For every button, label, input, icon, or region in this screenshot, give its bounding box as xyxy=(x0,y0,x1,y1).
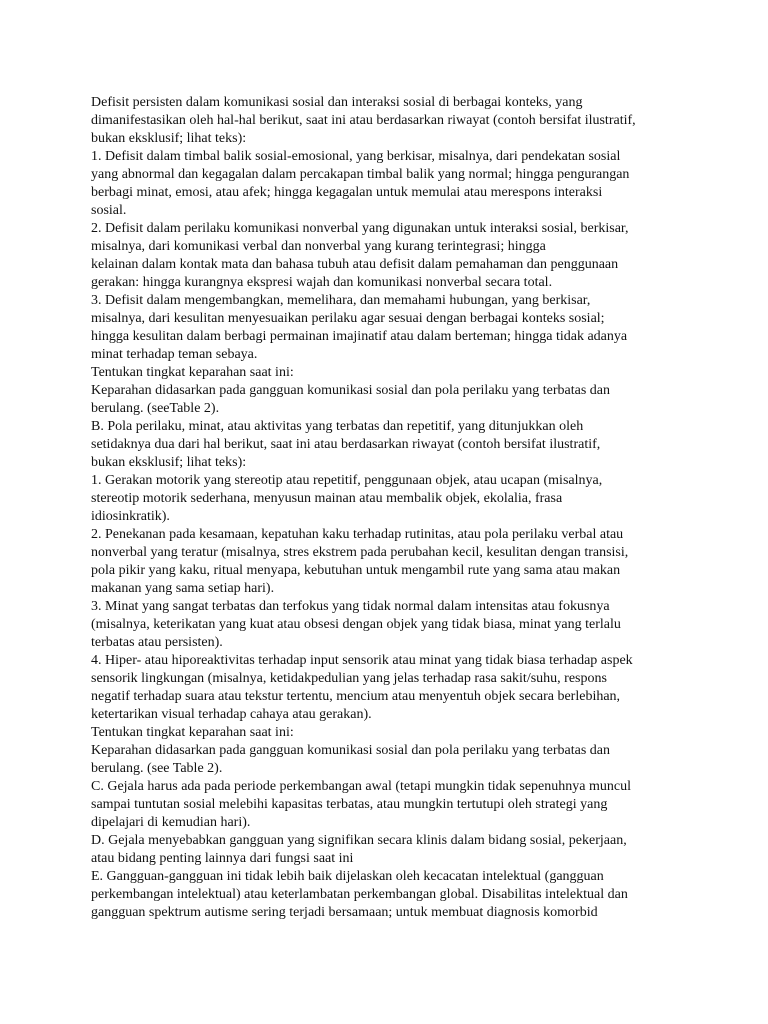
document-line: misalnya, dari kesulitan menyesuaikan perilaku agar sesuai dengan berbagai konteks sosial; xyxy=(91,311,605,326)
document-line: sampai tuntutan sosial melebihi kapasitas terbatas, atau mungkin tertutupi oleh strategi yang xyxy=(91,797,608,812)
document-line: Keparahan didasarkan pada gangguan komunikasi sosial dan pola perilaku yang terbatas dan xyxy=(91,743,610,758)
document-line: idiosinkratik). xyxy=(91,509,170,524)
document-line: D. Gejala menyebabkan gangguan yang signifikan secara klinis dalam bidang sosial, pekerjaan, xyxy=(91,833,627,848)
document-line: 1. Gerakan motorik yang stereotip atau repetitif, penggunaan objek, atau ucapan (misalnya, xyxy=(91,473,603,488)
document-line: bukan eksklusif; lihat teks): xyxy=(91,131,247,146)
document-line: sensorik lingkungan (misalnya, ketidakpedulian yang jelas terhadap rasa sakit/suhu, respons xyxy=(91,671,607,686)
document-line: berbagi minat, emosi, atau afek; hingga kegagalan untuk memulai atau merespons interaksi xyxy=(91,185,603,200)
document-line: misalnya, dari komunikasi verbal dan nonverbal yang kurang terintegrasi; hingga xyxy=(91,239,546,254)
document-line: Defisit persisten dalam komunikasi sosial dan interaksi sosial di berbagai konteks, yang xyxy=(91,95,583,110)
document-line: E. Gangguan-gangguan ini tidak lebih baik dijelaskan oleh kecacatan intelektual (gangguan xyxy=(91,869,604,884)
document-line: atau bidang penting lainnya dari fungsi saat ini xyxy=(91,851,354,866)
document-line: B. Pola perilaku, minat, atau aktivitas yang terbatas dan repetitif, yang ditunjukkan oleh xyxy=(91,419,584,434)
document-line: Keparahan didasarkan pada gangguan komunikasi sosial dan pola perilaku yang terbatas dan xyxy=(91,383,610,398)
document-line: 3. Minat yang sangat terbatas dan terfokus yang tidak normal dalam intensitas atau fokusnya xyxy=(91,599,610,614)
document-line: perkembangan intelektual) atau keterlambatan perkembangan global. Disabilitas intelektual dan xyxy=(91,887,628,902)
document-line: 2. Defisit dalam perilaku komunikasi nonverbal yang digunakan untuk interaksi sosial, berkisar, xyxy=(91,221,629,236)
document-line: (misalnya, keterikatan yang kuat atau obsesi dengan objek yang tidak biasa, minat yang terlalu xyxy=(91,617,621,632)
document-line: 3. Defisit dalam mengembangkan, memelihara, dan memahami hubungan, yang berkisar, xyxy=(91,293,591,308)
document-line: gangguan spektrum autisme sering terjadi bersamaan; untuk membuat diagnosis komorbid xyxy=(91,905,598,920)
document-line: berulang. (seeTable 2). xyxy=(91,401,220,416)
document-body xyxy=(91,94,691,922)
document-line: negatif terhadap suara atau tekstur tertentu, mencium atau menyentuh objek secara berlebihan, xyxy=(91,689,621,704)
document-line: ketertarikan visual terhadap cahaya atau gerakan). xyxy=(91,707,372,722)
document-line: bukan eksklusif; lihat teks): xyxy=(91,455,247,470)
document-line: pola pikir yang kaku, ritual menyapa, kebutuhan untuk mengambil rute yang sama atau makan xyxy=(91,563,621,578)
document-line: hingga kesulitan dalam berbagi permainan imajinatif atau dalam berteman; hingga tidak adanya xyxy=(91,329,628,344)
document-line: stereotip motorik sederhana, menyusun mainan atau membalik objek, ekolalia, frasa xyxy=(91,491,563,506)
document-line: 1. Defisit dalam timbal balik sosial-emosional, yang berkisar, misalnya, dari pendekatan sosial xyxy=(91,149,621,164)
document-line: 2. Penekanan pada kesamaan, kepatuhan kaku terhadap rutinitas, atau pola perilaku verbal atau xyxy=(91,527,624,542)
document-line: setidaknya dua dari hal berikut, saat ini atau berdasarkan riwayat (contoh bersifat ilustratif, xyxy=(91,437,601,452)
document-line: kelainan dalam kontak mata dan bahasa tubuh atau defisit dalam pemahaman dan penggunaan xyxy=(91,257,619,272)
document-line: dimanifestasikan oleh hal-hal berikut, saat ini atau berdasarkan riwayat (contoh bersifat ilustratif, xyxy=(91,113,636,128)
document-line: 4. Hiper- atau hiporeaktivitas terhadap input sensorik atau minat yang tidak biasa terhadap aspek xyxy=(91,653,633,668)
document-line: sosial. xyxy=(91,203,127,218)
document-line: minat terhadap teman sebaya. xyxy=(91,347,258,362)
document-line: gerakan: hingga kurangnya ekspresi wajah dan komunikasi nonverbal secara total. xyxy=(91,275,553,290)
document-line: terbatas atau persisten). xyxy=(91,635,223,650)
document-line: yang abnormal dan kegagalan dalam percakapan timbal balik yang normal; hingga pengurangan xyxy=(91,167,630,182)
document-line: Tentukan tingkat keparahan saat ini: xyxy=(91,365,294,380)
document-line: Tentukan tingkat keparahan saat ini: xyxy=(91,725,294,740)
document-line: makanan yang sama setiap hari). xyxy=(91,581,275,596)
document-line: C. Gejala harus ada pada periode perkembangan awal (tetapi mungkin tidak sepenuhnya muncul xyxy=(91,779,631,794)
document-line: nonverbal yang teratur (misalnya, stres ekstrem pada perubahan kecil, kesulitan dengan transisi, xyxy=(91,545,629,560)
document-line: berulang. (see Table 2). xyxy=(91,761,223,776)
document-line: dipelajari di kemudian hari). xyxy=(91,815,251,830)
